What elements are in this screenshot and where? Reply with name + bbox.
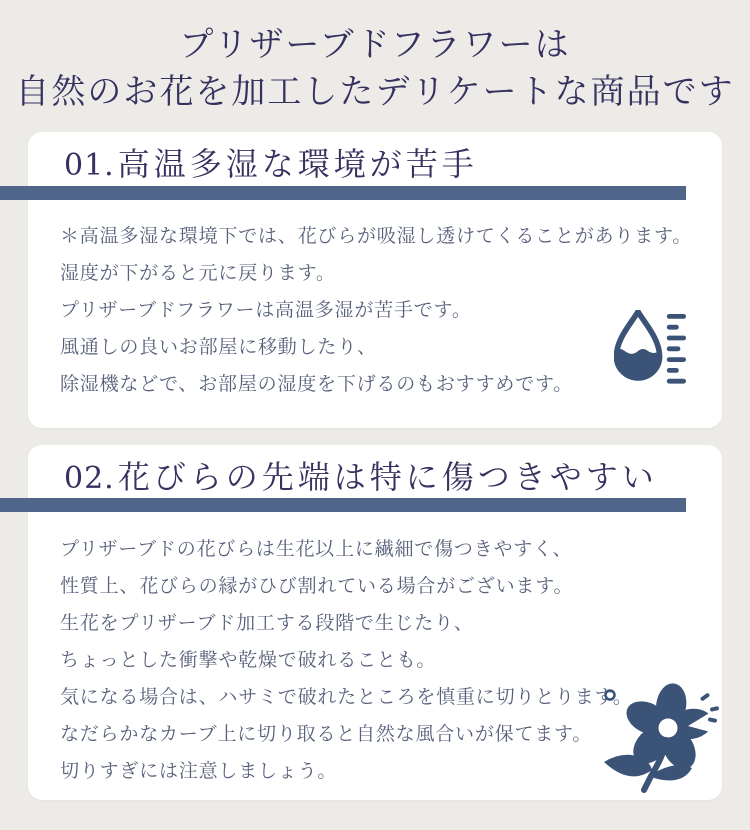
section-humidity-body — [60, 218, 702, 403]
page-title-line1: プリザーブドフラワーは — [179, 25, 571, 65]
body-line: ＊高温多湿な環境下では、花びらが吸湿し透けてくることがあります。 — [60, 225, 693, 247]
body-line: 除湿機などで、お部屋の湿度を下げるのもおすすめです。 — [60, 373, 574, 395]
body-line: ちょっとした衝撃や乾燥で破れることも。 — [60, 649, 437, 671]
body-line: プリザーブドフラワーは高温多湿が苦手です。 — [60, 299, 472, 321]
body-line: 風通しの良いお部屋に移動したり、 — [60, 336, 377, 358]
page-title — [0, 0, 750, 116]
cut-flower-icon — [600, 682, 724, 796]
body-line: 性質上、花びらの縁がひび割れている場合がございます。 — [60, 575, 574, 597]
section-humidity-number: 01. — [64, 148, 115, 183]
accent-bar-section1 — [0, 186, 686, 200]
body-line: 切りすぎには注意しましょう。 — [60, 760, 338, 782]
body-line: プリザーブドの花びらは生花以上に繊細で傷つきやすく、 — [60, 538, 573, 560]
accent-bar-section2 — [0, 498, 686, 512]
body-line: なだらかなカーブ上に切り取ると自然な風合いが保てます。 — [60, 723, 593, 745]
section-humidity-heading-text: 高温多湿な環境が苦手 — [117, 145, 478, 183]
body-line: 気になる場合は、ハサミで破れたところを慎重に切りとります。 — [60, 686, 633, 708]
page-title-line2: 自然のお花を加工したデリケートな商品です — [15, 72, 735, 112]
section-petal-heading-text: 花びらの先端は特に傷つきやすい — [117, 458, 658, 496]
section-petal-heading — [28, 445, 722, 501]
section-humidity-heading — [28, 132, 722, 188]
humidity-drop-gauge-icon — [614, 310, 686, 390]
section-petal-number: 02. — [64, 461, 115, 496]
body-line: 湿度が下がると元に戻ります。 — [60, 262, 336, 284]
body-line: 生花をプリザーブド加工する段階で生じたり、 — [60, 612, 474, 634]
